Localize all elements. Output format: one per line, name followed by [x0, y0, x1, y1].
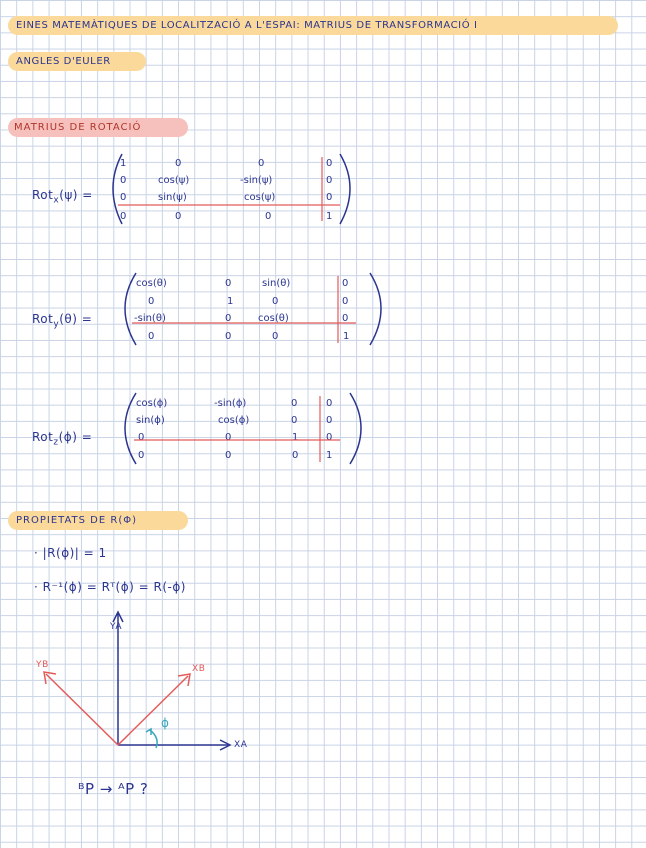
matrix-x-cell: 0 — [120, 192, 127, 203]
matrix-z-cell: 1 — [292, 432, 299, 443]
matrix-y-cell: 0 — [148, 331, 155, 342]
matrix-x-label-prefix: Rot — [32, 188, 54, 202]
matrix-x-cell: 1 — [326, 211, 333, 222]
matrix-y-cell: 0 — [342, 278, 349, 289]
matrix-y-cell: 0 — [225, 313, 232, 324]
matrix-y-label-prefix: Rot — [32, 312, 54, 326]
matrix-y-cell: 0 — [342, 313, 349, 324]
matrix-x-cell: 0 — [326, 158, 333, 169]
matrix-y-cell: 0 — [148, 296, 155, 307]
property-determinant: · |R(ϕ)| = 1 — [34, 546, 107, 560]
matrix-x-cell: 0 — [175, 158, 182, 169]
section-rotation-title: MATRIUS DE ROTACIÓ — [14, 122, 142, 133]
label-angle: ϕ — [161, 716, 170, 730]
matrix-z-label-arg: (ϕ) = — [58, 430, 93, 444]
matrix-x-label-sub: x — [53, 195, 60, 206]
matrix-y-cell: cos(θ) — [136, 278, 167, 289]
matrix-z-cell: 0 — [138, 432, 145, 443]
matrix-x-cell: 0 — [258, 158, 265, 169]
page-title-line1: EINES MATEMÀTIQUES DE LOCALITZACIÓ A L'ESPAI: MATRIUS DE TRANSFORMACIÓ I — [16, 20, 478, 31]
label-xb: XB — [192, 664, 206, 674]
matrix-x-cell: 0 — [175, 211, 182, 222]
matrix-z-cell: 0 — [291, 415, 298, 426]
matrix-z-cell: 0 — [326, 415, 333, 426]
matrix-z-cell: 0 — [225, 450, 232, 461]
matrix-x-cell: 0 — [326, 175, 333, 186]
matrix-y-cell: 0 — [342, 296, 349, 307]
label-xa: XA — [234, 740, 248, 750]
property-inverse: · R⁻¹(ϕ) = Rᵀ(ϕ) = R(-ϕ) — [34, 580, 186, 594]
matrix-z-cell: sin(ϕ) — [136, 415, 165, 426]
matrix-z-cell: 0 — [225, 432, 232, 443]
matrix-z-label-sub: z — [53, 437, 59, 448]
matrix-z-cell: 0 — [326, 432, 333, 443]
label-ya: YA — [110, 622, 123, 632]
matrix-y-cell: -sin(θ) — [134, 313, 166, 324]
matrix-x-cell: sin(ψ) — [158, 192, 187, 203]
angle-arc-arrowhead — [146, 729, 151, 735]
matrix-z-cell: 0 — [292, 450, 299, 461]
matrix-y-label-arg: (θ) = — [59, 312, 93, 326]
axis-xb — [118, 676, 188, 745]
matrix-x-cell: 0 — [120, 211, 127, 222]
page-title-line2: ANGLES D'EULER — [16, 56, 111, 67]
transform-question: ᴮP → ᴬP ? — [78, 780, 149, 798]
matrix-x-cell: 0 — [120, 175, 127, 186]
matrix-z-cell: 0 — [291, 398, 298, 409]
label-yb: YB — [36, 660, 49, 670]
axis-yb — [46, 674, 118, 745]
matrix-y-cell: 1 — [343, 331, 350, 342]
matrix-x-label-arg: (ψ) = — [59, 188, 93, 202]
matrix-y-cell: 0 — [225, 278, 232, 289]
matrix-z-cell: -sin(ϕ) — [214, 398, 247, 409]
section-properties-title: PROPIETATS DE R(Φ) — [16, 515, 137, 526]
matrix-x-cell: cos(ψ) — [244, 192, 276, 203]
matrix-y-cell: 0 — [272, 296, 279, 307]
matrix-x-cell: cos(ψ) — [158, 175, 190, 186]
matrix-z-cell: 0 — [138, 450, 145, 461]
matrix-y-cell: 0 — [225, 331, 232, 342]
matrix-y-label-sub: y — [53, 319, 60, 330]
matrix-z-cell: cos(ϕ) — [136, 398, 168, 409]
matrix-y-cell: 1 — [227, 296, 234, 307]
matrix-y-cell: 0 — [272, 331, 279, 342]
matrix-y-cell: cos(θ) — [258, 313, 289, 324]
matrix-y-cell: sin(θ) — [262, 278, 291, 289]
matrix-x-cell: 1 — [120, 158, 127, 169]
matrix-z-cell: 0 — [326, 398, 333, 409]
matrix-x-cell: 0 — [326, 192, 333, 203]
matrix-x-cell: 0 — [265, 211, 272, 222]
matrix-z-label-prefix: Rot — [32, 430, 54, 444]
matrix-x-cell: -sin(ψ) — [240, 175, 273, 186]
matrix-z-cell: cos(ϕ) — [218, 415, 250, 426]
matrix-z-cell: 1 — [326, 450, 333, 461]
